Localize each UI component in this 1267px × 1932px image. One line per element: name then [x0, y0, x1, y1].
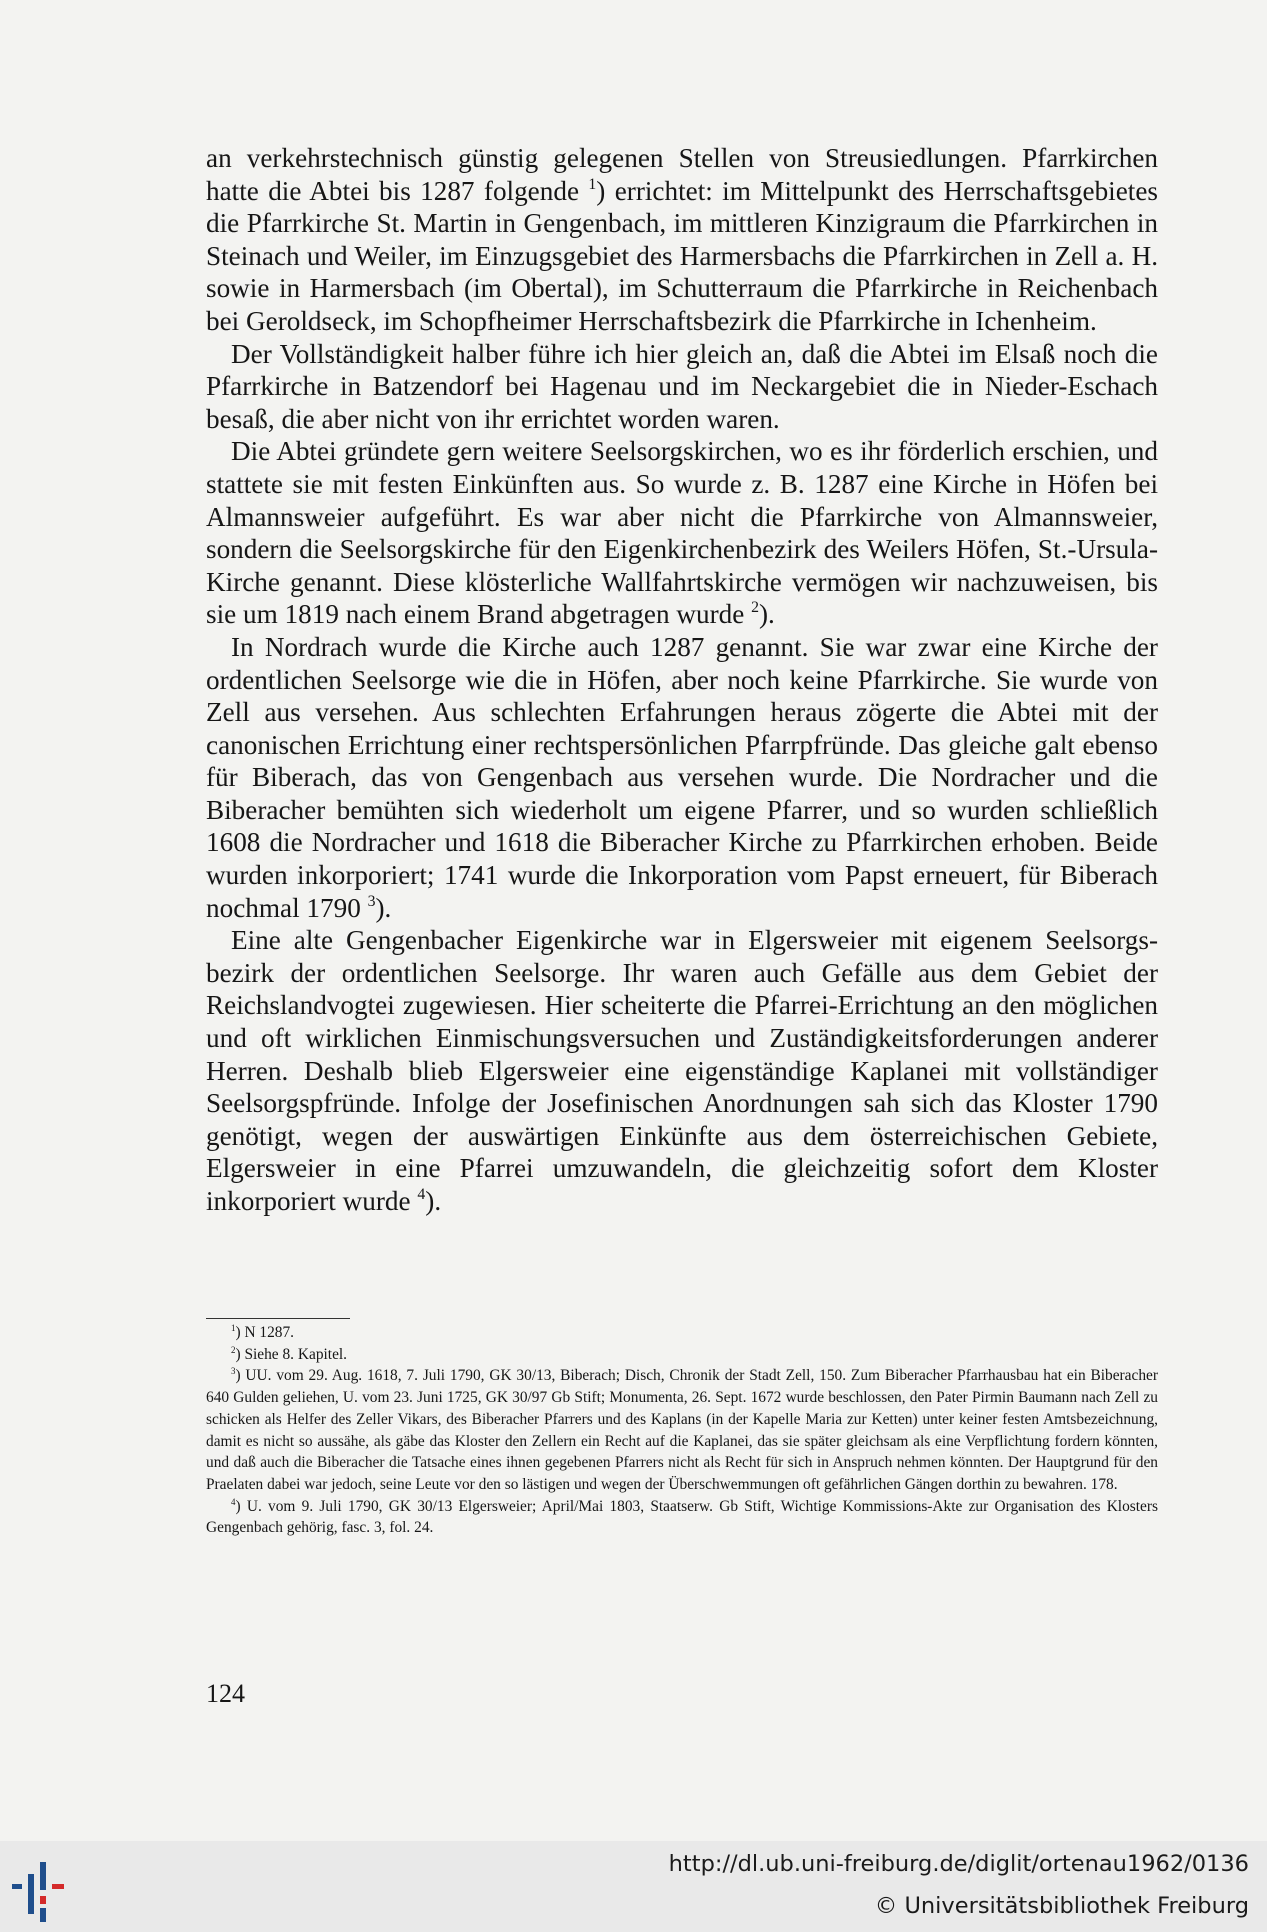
footnote-divider [206, 1318, 350, 1319]
footnote-ref[interactable]: 4 [417, 1185, 426, 1203]
copyright-notice: © Universitätsbibliothek Freiburg [874, 1893, 1249, 1919]
footnote-mark: 1 [231, 1322, 236, 1333]
paragraph: In Nordrach wurde die Kirche auch 1287 genannt. Sie war zwar eine Kirche der ordentlichen Seelsorge wie die in Höfen, aber noch keine Pfarrkirche. Sie wurde von Zell aus versehen. Aus schlechten Erfahrungen heraus zögerte die Abtei mit der canonischen Errichtung einer rechtspersönlichen Pfarrpfründe. Das gleiche galt ebenso für Biberach, das von Gengenbach aus versehen wurde. Die Nordracher und die Biberacher bemühten sich wiederholt um eigene Pfarrer, und so wurden schließlich 1608 die Nordracher und 1618 die Biberacher Kirche zu Pfarrkirchen erhoben. Beide wurden inkorporiert; 1741 wurde die Inkorporation vom Papst erneuert, für Biberach nochmal 1790 $^3$). [206, 631, 1158, 923]
paragraph: an verkehrstechnisch günstig gelegenen Stellen von Streusiedlungen. Pfarrkirchen hatte die Abtei bis 1287 folgende $^1$) errichtet: im Mittelpunkt des Herrschaftsgebietes die Pfarrkirche St. Martin in Gengenbach, im mittleren Kinzigraum die Pfarrkirchen in Steinach und Weiler, im Einzugsgebiet des Harmersbachs die Pfarrkirchen in Zell a. H. sowie in Harmersbach (im Obertal), im Schutterraum die Pfarrkirche in Reichenbach bei Geroldseck, im Schopfheimer Herrschaftsbezirk die Pfarrkirche in Ichenheim. [206, 143, 1158, 336]
body-text [206, 142, 1158, 1218]
footnotes [206, 1322, 1158, 1539]
footnote-ref[interactable]: 1 [588, 175, 597, 193]
ub-freiburg-logo-icon[interactable] [10, 1850, 80, 1926]
paragraph: Die Abtei gründete gern weitere Seelsorgskirchen, wo es ihr förderlich erschien, und stattete sie mit festen Einkünften aus. So wurde z. B. 1287 eine Kirche in Höfen bei Almannsweier aufgeführt. Es war aber nicht die Pfarrkirche von Almannsweier, sondern die Seelsorgskirche für den Eigenkirchenbezirk des Weilers Höfen, St.-Ursula-Kirche genannt. Diese klösterliche Wallfahrtskirche vermögen wir nachzuweisen, bis sie um 1819 nach einem Brand abgetragen wurde $^2$). [206, 436, 1158, 630]
paragraph: Eine alte Gengenbacher Eigenkirche war in Elgersweier mit eigenem Seelsorgsbezirk der ordentlichen Seelsorge. Ihr waren auch Gefälle aus dem Gebiet der Reichslandvogtei zugewiesen. Hier scheiterte die Pfarrei-Errichtung an den möglichen und oft wirklichen Einmischungsversuchen und Zuständigkeitsforderungen anderer Herren. Deshalb blieb Elgersweier eine eigenständige Kaplanei mit vollständiger Seelsorgspfründe. Infolge der Josefinischen Anordnungen sah sich das Kloster 1790 genötigt, wegen der auswärtigen Einkünfte aus dem österreichischen Gebiete, Elgersweier in eine Pfarrei umzuwandeln, die gleichzeitig sofort dem Kloster inkorporiert wurde $^4$). [206, 925, 1158, 1216]
footnote-mark: 3 [231, 1366, 236, 1377]
page-number: 124 [206, 1679, 245, 1708]
footnote-mark: 2 [231, 1344, 236, 1355]
footnote: $^1$) N 1287. [231, 1322, 295, 1341]
footnote-ref[interactable]: 3 [367, 892, 376, 910]
source-url-link[interactable]: http://dl.ub.uni-freiburg.de/diglit/ortenau1962/0136 [668, 1851, 1249, 1877]
footnote: $^3$) UU. vom 29. Aug. 1618, 7. Juli 1790, GK 30/13, Biberach; Disch, Chronik der Stadt Zell, 150. Zum Biberacher Pfarrhausbau hat ein Biberacher 640 Gulden geliehen, U. vom 23. Juni 1725, GK 30/97 Gb Stift; Monumenta, 26. Sept. 1672 wurde beschlossen, den Pater Pirmin Baumann nach Zell zu schicken als Helfer des Zeller Vikars, des Biberacher Pfarrers und des Kaplans (in der Kapelle Maria zur Ketten) unter keiner festen Amtsbezeichnung, damit es nicht so aussähe, als gäbe das Kloster den Zellern ein Recht auf die Kaplanei, das sie später gleichsam als eine Verpflichtung fordern könnten, und daß auch die Biberacher die Tatsache eines ihnen gegebenen Pfarrers nicht als Recht für sich in Anspruch nehmen könnten. Der Hauptgrund für den Praelaten dabei war jedoch, seine Leute vor den so lästigen und wegen der Überschwemmungen oft gefährlichen Gängen dorthin zu bewahren. 178. [206, 1366, 1158, 1493]
footnote: $^4$) U. vom 9. Juli 1790, GK 30/13 Elgersweier; April/Mai 1803, Staatserw. Gb Stift, Wichtige Kommissions-Akte zur Organisation des Klosters Gengenbach gehörig, fasc. 3, fol. 24. [206, 1496, 1158, 1537]
paragraph: Der Vollständigkeit halber führe ich hier gleich an, daß die Abtei im Elsaß noch die Pfarrkirche in Batzendorf bei Hagenau und im Neckargebiet die in Nieder-Eschach besaß, die aber nicht von ihr errichtet worden waren. [206, 338, 1158, 434]
footnote-mark: 4 [231, 1496, 236, 1507]
footnote: $^2$) Siehe 8. Kapitel. [231, 1344, 348, 1363]
footnote-ref[interactable]: 2 [751, 599, 759, 617]
